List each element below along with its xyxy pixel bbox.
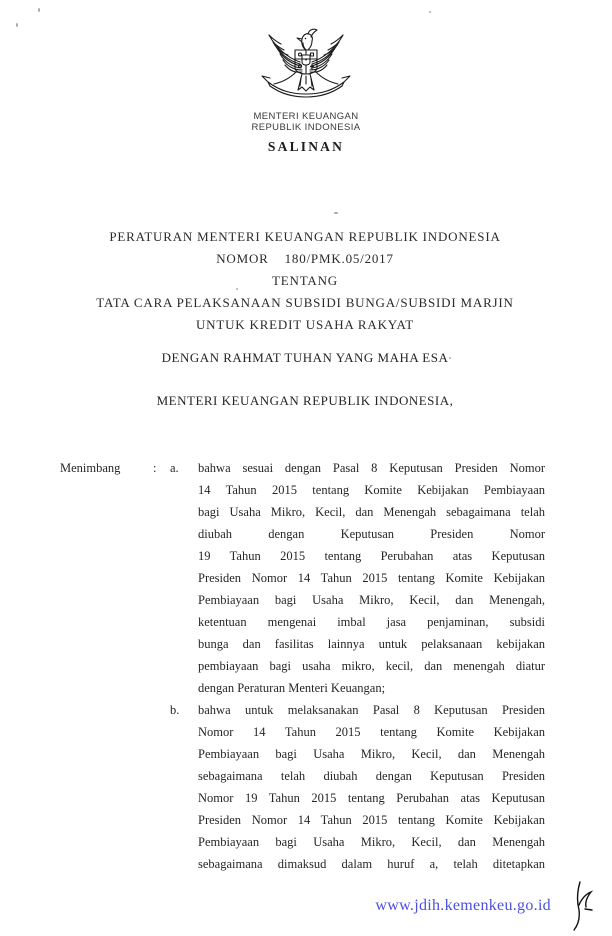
letterhead bbox=[0, 26, 612, 155]
paragraph-line: bunga dan fasilitas lainnya untuk pelaksanaan kebijakan bbox=[198, 637, 545, 651]
tentang-label: TENTANG bbox=[272, 273, 338, 288]
paragraph-line: Nomor 14 Tahun 2015 tentang Komite Kebijakan bbox=[198, 725, 545, 739]
regulation-number-line bbox=[10, 248, 600, 270]
considering-items bbox=[170, 457, 545, 875]
considering-section bbox=[60, 457, 545, 875]
paragraph-line: diubah dengan Keputusan Presiden Nomor bbox=[198, 527, 545, 541]
ministry-name-line2: REPUBLIK INDONESIA bbox=[251, 122, 361, 133]
paragraph-line: Pembiayaan bagi Usaha Mikro, Kecil, dan Menengah bbox=[198, 747, 545, 761]
handwritten-paraph-icon bbox=[566, 879, 594, 933]
paragraph-line: Presiden Nomor 14 Tahun 2015 tentang Komite Kebijakan bbox=[198, 571, 545, 585]
subject-line1: TATA CARA PELAKSANAAN SUBSIDI BUNGA/SUBSIDI MARJIN bbox=[96, 295, 514, 310]
nomor-value: 180/PMK.05/2017 bbox=[284, 251, 394, 266]
paragraph-line: Pembiayaan bagi Usaha Mikro, Kecil, dan Menengah, bbox=[198, 593, 545, 607]
ministry-name-line1: MENTERI KEUANGAN bbox=[253, 111, 359, 122]
regulation-heading: PERATURAN MENTERI KEUANGAN REPUBLIK INDONESIA bbox=[109, 229, 501, 244]
considering-item-b bbox=[170, 699, 545, 875]
paragraph-line: bagi Usaha Mikro, Kecil, dan Menengah sebagaimana telah bbox=[198, 505, 545, 519]
ministry-name bbox=[0, 111, 612, 133]
paragraph-line: 19 Tahun 2015 tentang Perubahan atas Keputusan bbox=[198, 549, 545, 563]
jdih-website-link[interactable]: www.jdih.kemenkeu.go.id bbox=[375, 897, 551, 914]
paragraph-line: Pembiayaan bagi Usaha Mikro, Kecil, dan Menengah bbox=[198, 835, 545, 849]
paragraph-line: dengan Peraturan Menteri Keuangan; bbox=[198, 681, 386, 695]
paragraph-line: ketentuan mengenai imbal jasa penjaminan, subsidi bbox=[198, 615, 545, 629]
enacting-authority-line: MENTERI KEUANGAN REPUBLIK INDONESIA, bbox=[156, 393, 454, 408]
nomor-label: NOMOR bbox=[216, 251, 269, 266]
considering-colon: : bbox=[153, 461, 157, 475]
considering-item-a bbox=[170, 457, 545, 699]
paragraph-line: 14 Tahun 2015 tentang Komite Kebijakan Pembiayaan bbox=[198, 483, 545, 497]
copy-stamp: SALINAN bbox=[267, 139, 345, 154]
item-marker: b. bbox=[170, 703, 180, 717]
paragraph-line: sebagaimana telah diubah dengan Keputusan Presiden bbox=[198, 769, 545, 783]
paragraph-line: bahwa untuk melaksanakan Pasal 8 Keputusan Presiden bbox=[198, 703, 545, 717]
paragraph-line: bahwa sesuai dengan Pasal 8 Keputusan Presiden Nomor bbox=[198, 461, 545, 475]
title-block bbox=[10, 226, 600, 336]
paragraph-line: pembiayaan bagi usaha mikro, kecil, dan menengah diatur bbox=[198, 659, 545, 673]
garuda-pancasila-emblem bbox=[246, 26, 366, 108]
paragraph-line: Nomor 19 Tahun 2015 tentang Perubahan atas Keputusan bbox=[198, 791, 545, 805]
item-marker: a. bbox=[170, 461, 179, 475]
invocation-line: DENGAN RAHMAT TUHAN YANG MAHA ESA bbox=[161, 350, 449, 365]
considering-label: Menimbang bbox=[60, 461, 121, 475]
paragraph-line: sebagaimana dimaksud dalam huruf a, telah ditetapkan bbox=[198, 857, 545, 871]
item-paragraph bbox=[198, 699, 545, 875]
item-paragraph bbox=[198, 457, 545, 699]
paragraph-line: Presiden Nomor 14 Tahun 2015 tentang Komite Kebijakan bbox=[198, 813, 545, 827]
subject-line2: UNTUK KREDIT USAHA RAKYAT bbox=[195, 317, 414, 332]
